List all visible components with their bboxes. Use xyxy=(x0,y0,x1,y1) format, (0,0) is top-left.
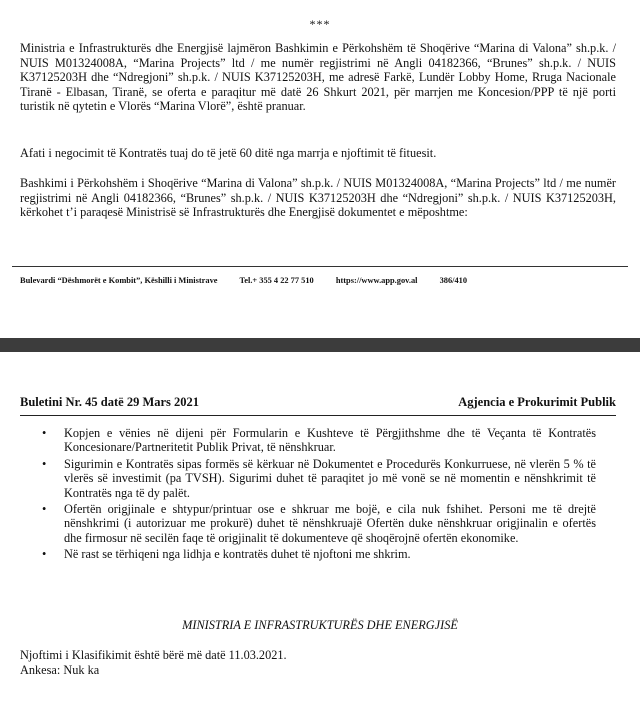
list-item xyxy=(42,547,596,562)
classification-notice xyxy=(20,648,287,678)
list-item-text: Sigurimin e Kontratës sipas formës së kërkuar në Dokumentet e Procedurës Konkurruese, në vlerën 5 % të vlerës së investimit (pa TVSH). Sigurimi duhet të paraqitet jo më vonë se në momentin e nënshkrimit të Kontratës nga të dy palët. xyxy=(64,456,596,500)
required-documents-paragraph: Bashkimi i Përkohshëm i Shoqërive “Marina di Valona” sh.p.k. / NUIS M01324008A, “Marina Projects” ltd / me numër regjistrimi në Angli 04182366, “Brunes” sh.p.k. / NUIS K37125203H dhe “Ndregjoni” sh.p.k. / NUIS K37125203H, kërkohet t’i paraqesë Ministrisë së Infrastrukturës dhe Energjisë dokumentet e mëposhtme: xyxy=(20,176,616,220)
footer-divider xyxy=(12,266,628,267)
footer-url[interactable]: https://www.app.gov.al xyxy=(335,276,418,285)
footer-address: Bulevardi “Dëshmorët e Kombit”, Këshilli i Ministrave xyxy=(20,276,218,285)
bullet-icon: • xyxy=(42,456,47,471)
award-notice-paragraph: Ministria e Infrastrukturës dhe Energjisë lajmëron Bashkimin e Përkohshëm të Shoqërive “Marina di Valona” sh.p.k. / NUIS M01324008A, “Marina Projects” ltd / me numër regjistrimi në Angli 04182366, “Brunes” sh.p.k. / NUIS K37125203H dhe “Ndregjoni” sh.p.k. / NUIS K37125203H, me adresë Farkë, Lundër Lobby Home, Rruga Nacionale Tiranë - Elbasan, Tiranë, se oferta e paraqitur më datë 26 Shkurt 2021, për marrjen me Koncesion/PPP të një porti turistik në qytetin e Vlorës “Marina Vlorë”, është pranuar. xyxy=(20,41,616,114)
page-break-bar xyxy=(0,338,640,352)
bullet-icon: • xyxy=(42,426,47,440)
list-item xyxy=(42,456,596,500)
list-item-text: Ofertën origjinale e shtypur/printuar ose e shkruar me bojë, e cila nuk fshihet. Personi me të drejtë nënshkrimi (i autorizuar me prokurë) duhet të nënshkruajë Ofertën duke nënshkruar origjinalin e ofertës dhe firmosur në secilën faqe të origjinalit të dokumenteve që shoqërojnë ofertën ekonomike. xyxy=(64,502,596,545)
required-documents-list xyxy=(40,426,596,564)
list-item-text: Kopjen e vënies në dijeni për Formularin e Kushteve të Përgjithshme dhe të Veçanta të Kontratës Koncesionare/Partneritetit Publik Privat, të nënshkruar. xyxy=(64,426,596,455)
bulletin-title: Buletini Nr. 45 datë 29 Mars 2021 xyxy=(20,395,200,409)
list-item xyxy=(42,426,596,455)
classification-date: Njoftimi i Klasifikimit është bërë më datë 11.03.2021. xyxy=(20,648,287,662)
section-separator-stars: *** xyxy=(309,17,331,31)
negotiation-deadline-paragraph: Afati i negocimit të Kontratës tuaj do të jetë 60 ditë nga marrja e njoftimit të fituesit. xyxy=(20,146,437,160)
bullet-icon: • xyxy=(42,547,47,562)
complaints-status: Ankesa: Nuk ka xyxy=(20,663,100,677)
footer-page-number: 386/410 xyxy=(439,276,468,285)
page-footer xyxy=(20,276,620,285)
ministry-signature: MINISTRIA E INFRASTRUKTURËS DHE ENERGJISË xyxy=(182,618,458,632)
list-item xyxy=(42,502,596,545)
header-divider xyxy=(20,415,616,416)
agency-name: Agjencia e Prokurimit Publik xyxy=(458,395,616,409)
bullet-icon: • xyxy=(42,502,47,517)
list-item-text: Në rast se tërhiqeni nga lidhja e kontratës duhet të njoftoni me shkrim. xyxy=(64,547,411,562)
footer-phone: Tel.+ 355 4 22 77 510 xyxy=(239,276,314,285)
document-page-1 xyxy=(0,0,640,338)
document-page-2 xyxy=(0,352,640,717)
